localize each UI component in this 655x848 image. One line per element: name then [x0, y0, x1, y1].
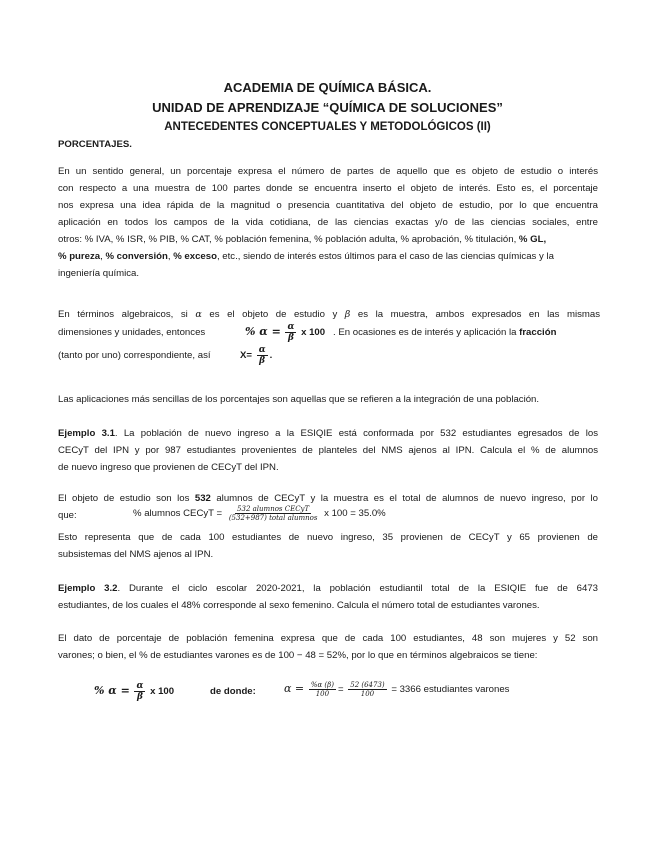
cecyt-fraction [227, 505, 320, 522]
section-heading: PORCENTAJES. [58, 139, 132, 150]
fraction-denominator: (532+987) total alumnos [228, 514, 318, 522]
solution-text: El objeto de estudio son los [58, 493, 195, 504]
example-line [58, 580, 598, 597]
fraction-word: fracción [519, 327, 557, 338]
intro-line [58, 248, 598, 265]
algebra-line-2-rest [333, 327, 556, 338]
formula-lhs: % α = [245, 325, 281, 339]
beta-symbol: β [344, 309, 351, 320]
final-percent-formula [94, 681, 174, 702]
fraction-numerator: 532 alumnos CECyT [237, 505, 310, 513]
solution-line: subsistemas del NMS ajenos al IPN. [58, 549, 214, 560]
fraction-denominator: 100 [360, 690, 375, 698]
algebra-text: dimensiones y unidades, entonces [58, 327, 206, 338]
intro-paragraph [58, 163, 598, 282]
formula-times: x 100 [150, 686, 175, 698]
period: . [269, 350, 273, 362]
intro-separator: , [100, 251, 106, 262]
algebra-text: En términos algebraicos, si [58, 309, 196, 320]
algebra-text: es la muestra, ambos expresados en las mismas [357, 309, 600, 320]
final-result: = 3366 estudiantes varones [391, 684, 510, 696]
solution-3-1-explanation [58, 529, 598, 563]
intro-bold-conversion: % conversión [105, 251, 168, 262]
example-label: Ejemplo 3.2 [58, 583, 118, 594]
de-donde-label: de donde: [210, 686, 256, 697]
example-3-2 [58, 580, 598, 614]
fraction-denominator: β [287, 333, 294, 343]
algebra-text: . En ocasiones es de interés y aplicación la [333, 327, 520, 338]
alpha-fraction [309, 681, 336, 698]
example-label: Ejemplo 3.1 [58, 428, 115, 439]
algebra-line [58, 306, 600, 323]
fraction-numerator: α [287, 322, 295, 332]
algebra-line-2 [58, 327, 205, 338]
solution-line: Esto representa que de cada 100 estudiantes de nuevo ingreso, 35 provienen de CECyT y 65 provienen de [58, 532, 598, 543]
fraction-formula [240, 345, 272, 366]
percent-formula [245, 322, 325, 343]
alpha-equals: α = [284, 682, 305, 696]
numeric-fraction [348, 681, 386, 698]
example-text: . Durante el ciclo escolar 2020-2021, la población estudiantil total de la ESIQIE fue de 6473 [117, 583, 598, 594]
intro-line: aplicación en todos los campos de la vida cotidiana, de las ciencias exactas y/o de las ciencias sociales, entre [58, 217, 598, 228]
intro-separator: , [167, 251, 174, 262]
solution-que: que: [58, 510, 77, 521]
example-line: estudiantes, de los cuales el 48% corresponde al sexo femenino. Calcula el número total de estudiantes varones. [58, 600, 540, 611]
formula-result: x 100 = 35.0% [324, 508, 386, 520]
alpha-symbol: α [195, 309, 202, 320]
intro-text: otros: % IVA, % ISR, % PIB, % CAT, % población femenina, % población adulta, % aprobación, % titulación, [58, 234, 519, 245]
fraction-numerator: α [136, 681, 144, 691]
algebra-line-3 [58, 350, 211, 361]
example-line [58, 425, 598, 442]
intro-line: nos expresa una idea rápida de la magnitud o presencia cuantitativa del objeto de estudio, por lo que encuentra [58, 200, 598, 211]
algebra-text: (tanto por uno) correspondiente, así [58, 350, 211, 361]
document-title-academy: ACADEMIA DE QUÍMICA BÁSICA. [223, 80, 432, 95]
equals-sign: = [337, 684, 344, 696]
x-equals: X= [240, 350, 253, 362]
intro-line: con respecto a una muestra de 100 partes donde se encuentra inserto el objeto de interés. Esto es, el porcentaje [58, 183, 598, 194]
intro-line: En un sentido general, un porcentaje expresa el número de partes de aquello que es objeto de estudio o interés [58, 166, 598, 177]
formula-lhs: % α = [94, 684, 130, 698]
formula-fraction [134, 681, 145, 702]
fraction-numerator: α [258, 345, 266, 355]
formula-lhs: % alumnos CECyT = [133, 508, 223, 520]
fraction-numerator: 52 (6473) [350, 681, 385, 689]
cecyt-formula [133, 505, 386, 522]
intro-bold-exceso: % exceso [173, 251, 217, 262]
alpha-solution-formula [284, 681, 509, 698]
intro-line: ingeniería química. [58, 268, 140, 279]
solution-3-2 [58, 630, 598, 664]
fraction-denominator: β [259, 356, 266, 366]
fraction-denominator: 100 [315, 690, 330, 698]
document-subtitle: ANTECEDENTES CONCEPTUALES Y METODOLÓGICOS (II) [164, 121, 491, 133]
fraction-denominator: β [136, 692, 143, 702]
solution-line: El dato de porcentaje de población femenina expresa que de cada 100 estudiantes, 48 son mujeres y 52 son [58, 633, 598, 644]
intro-bold-gl: % GL, [518, 234, 547, 245]
intro-text: , etc., siendo de interés estos últimos para el caso de las ciencias químicas y la [216, 251, 554, 262]
solution-bold-number: 532 [194, 493, 211, 504]
fraction-numerator: %α (β) [310, 681, 334, 689]
intro-line [58, 231, 598, 248]
algebra-text: es el objeto de estudio y [209, 309, 345, 320]
example-3-1 [58, 425, 598, 476]
formula-fraction [285, 322, 296, 343]
example-line: de nuevo ingreso que provienen de CECyT del IPN. [58, 462, 279, 473]
document-title-unit: UNIDAD DE APRENDIZAJE “QUÍMICA DE SOLUCIONES” [152, 100, 503, 115]
algebra-paragraph [58, 306, 600, 323]
formula-times: x 100 [301, 327, 326, 339]
example-text: . La población de nuevo ingreso a la ESIQIE está conformada por 532 estudiantes egresados de los [114, 428, 598, 439]
solution-line: varones; o bien, el % de estudiantes varones es de 100 − 48 = 52%, por lo que en términos algebraicos se tiene: [58, 650, 538, 661]
applications-sentence: Las aplicaciones más sencillas de los porcentajes son aquellas que se refieren a la integración de una población. [58, 394, 540, 405]
intro-bold-pureza: % pureza [58, 251, 101, 262]
solution-text: alumnos de CECyT y la muestra es el total de alumnos de nuevo ingreso, por lo [210, 493, 598, 504]
x-fraction [257, 345, 268, 366]
example-line: CECyT del IPN y por 987 estudiantes provenientes de planteles del NMS ajenos al IPN. Calcula el % de alumnos [58, 445, 598, 456]
